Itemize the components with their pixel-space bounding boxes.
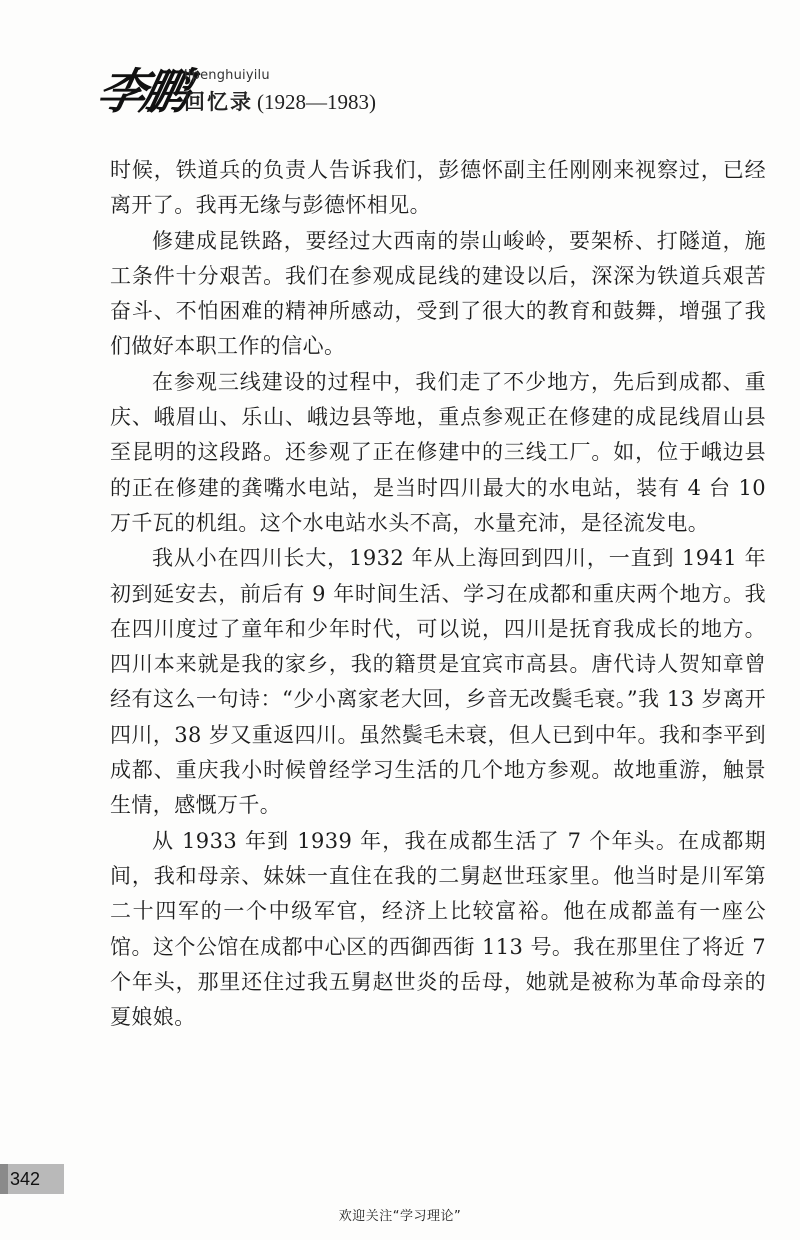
author-signature-title: 李鹏 bbox=[92, 64, 192, 120]
header-book-title bbox=[184, 86, 376, 116]
paragraph-5: 从 1933 年到 1939 年，我在成都生活了 7 个年头。在成都期间，我和母亲、妹妹一直住在我的二舅赵世珏家里。他当时是川军第二十四军的一个中级军官，经济上比较富裕。他在成都盖有一座公馆。这个公馆在成都中心区的西御西街 113 号。我在那里住了将近 7 个年头，那里还住过我五舅赵世炎的岳母，她就是被称为革命母亲的夏娘娘。 bbox=[110, 828, 766, 1030]
header-pinyin: lipenghuiyilu bbox=[184, 68, 270, 83]
page-number: 342 bbox=[10, 1169, 41, 1189]
paragraph-4: 我从小在四川长大，1932 年从上海回到四川，一直到 1941 年初到延安去，前后有 9 年时间生活、学习在成都和重庆两个地方。我在四川度过了童年和少年时代，可以说，四川是抚育我成长的地方。四川本来就是我的家乡，我的籍贯是宜宾市高县。唐代诗人贺知章曾经有这么一句诗：“少小离家老大回，乡音无改鬓毛衰。”我 13 岁离开四川，38 岁又重返四川。虽然鬓毛未衰，但人已到中年。我和李平到成都、重庆我小时候曾经学习生活的几个地方参观。故地重游，触景生情，感慨万千。 bbox=[110, 546, 766, 818]
paragraph-1: 时候，铁道兵的负责人告诉我们，彭德怀副主任刚刚来视察过，已经离开了。我再无缘与彭德怀相见。 bbox=[110, 158, 766, 218]
running-header bbox=[92, 62, 658, 122]
paragraph-3: 在参观三线建设的过程中，我们走了不少地方，先后到成都、重庆、峨眉山、乐山、峨边县等地，重点参观正在修建的成昆线眉山县至昆明的这段路。还参观了正在修建中的三线工厂。如，位于峨边县的正在修建的龚嘴水电站，是当时四川最大的水电站，装有 4 台 10 万千瓦的机组。这个水电站水头不高，水量充沛，是径流发电。 bbox=[110, 369, 766, 535]
paragraph-2: 修建成昆铁路，要经过大西南的崇山峻岭，要架桥、打隧道，施工条件十分艰苦。我们在参观成昆线的建设以后，深深为铁道兵艰苦奋斗、不怕困难的精神所感动，受到了很大的教育和鼓舞，增强了我们做好本职工作的信心。 bbox=[110, 228, 766, 359]
book-title-text: 回忆录 bbox=[184, 90, 253, 114]
book-years: (1928—1983) bbox=[257, 90, 376, 114]
body-text bbox=[110, 153, 766, 1035]
footer-note: 欢迎关注“学习理论” bbox=[338, 1209, 462, 1224]
page-number-tab-edge bbox=[0, 1164, 8, 1194]
